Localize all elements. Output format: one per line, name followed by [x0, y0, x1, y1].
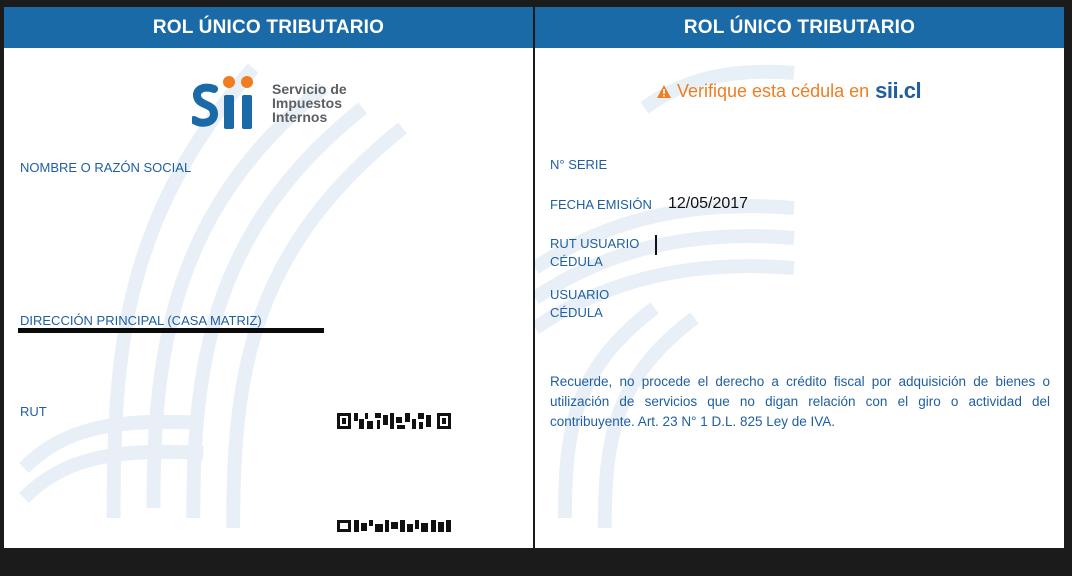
rut-card-back: [534, 6, 1065, 549]
logo-line-3: Internos: [272, 109, 328, 125]
barcode-icon: [337, 519, 452, 533]
rut-card-front: [3, 6, 534, 549]
serial-label: N° SERIE: [550, 157, 608, 172]
logo-line-1: Servicio de: [272, 81, 347, 97]
card-header: ROL ÚNICO TRIBUTARIO: [4, 7, 533, 48]
address-label: DIRECCIÓN PRINCIPAL (CASA MATRIZ): [20, 313, 262, 328]
user-label-line2: CÉDULA: [550, 305, 603, 320]
sii-logo: [192, 71, 347, 135]
warning-triangle-icon: [657, 85, 671, 98]
legal-notice: Recuerde, no procede el derecho a crédito fiscal por adquisición de bienes o utilización de servicios que no digan relación con el giro o actividad del contribuyente. Art. 23 N° 1 D.L. 825 Ley de IVA.: [550, 374, 1050, 429]
card-header: ROL ÚNICO TRIBUTARIO: [535, 7, 1064, 48]
sii-logo-icon: [192, 73, 262, 133]
address-underline: [18, 328, 324, 333]
rut-user-label-line1: RUT USUARIO: [550, 236, 640, 251]
user-label-line1: USUARIO: [550, 287, 610, 302]
issue-date-label: FECHA EMISIÓN: [550, 197, 652, 212]
verify-text: Verifique esta cédula en: [677, 80, 870, 101]
barcode-icon: [337, 411, 452, 431]
issue-date-value: 12/05/2017: [668, 195, 749, 212]
text-cursor: [655, 235, 657, 255]
logo-line-2: Impuestos: [272, 95, 343, 111]
watermark-icon: [535, 48, 1064, 549]
rut-user-label-line2: CÉDULA: [550, 254, 603, 269]
verify-brand: sii.cl: [875, 78, 922, 103]
verify-notice: [657, 78, 921, 104]
name-label: NOMBRE O RAZÓN SOCIAL: [20, 160, 192, 175]
logo-wordmark: [272, 82, 347, 124]
rut-label: RUT: [20, 404, 47, 419]
